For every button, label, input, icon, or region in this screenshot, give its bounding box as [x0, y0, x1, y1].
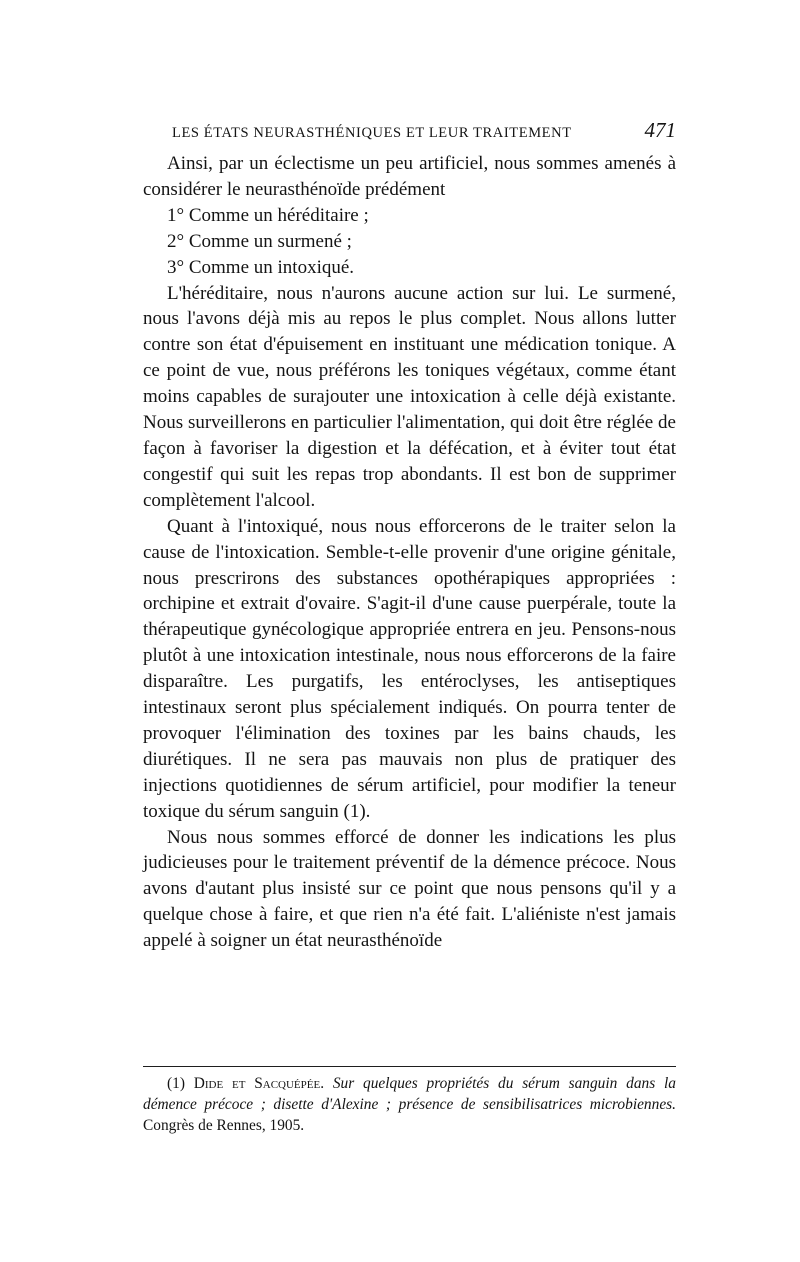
footnote-authors: Dide et Sacquépée.	[193, 1075, 325, 1092]
page-number: 471	[644, 118, 676, 142]
footnote	[143, 1073, 676, 1136]
paragraph-conclusion: Nous nous sommes efforcé de donner les indications les plus judicieuses pour le traitement préventif de la démence précoce. Nous avons d'autant plus insisté sur ce point que nous pensons qu'il y a quelque chose à faire, et que rien n'a été fait. L'aliéniste n'est jamais appelé à soigner un état neurasthénoïde	[143, 826, 676, 952]
paragraph-intro: Ainsi, par un éclectisme un peu artificiel, nous sommes amenés à considérer le neurasthénoïde prédément	[143, 153, 676, 200]
footnote-title: Sur quelques propriétés du sérum sanguin dans la démence précoce ; disette d'Alexine ; présence de sensibilisatrices microbiennes.	[143, 1075, 676, 1113]
list-item-overworked: 2° Comme un surmené ;	[167, 230, 352, 252]
running-header	[172, 118, 676, 143]
body-text	[143, 151, 676, 954]
paragraph-hereditary-treatment: L'héréditaire, nous n'aurons aucune action sur lui. Le surmené, nous l'avons déjà mis au repos le plus complet. Nous allons lutter contre son état d'épuisement en instituant une médication tonique. A ce point de vue, nous préférons les toniques végétaux, comme étant moins capables de surajouter une intoxication à celle déjà existante. Nous surveillerons en particulier l'alimentation, qui doit être réglée de façon à favoriser la digestion et la défécation, et à éviter tout état congestif qui suit les repas trop abondants. Il est bon de supprimer complètement l'alcool.	[143, 282, 676, 511]
footnote-marker: (1)	[167, 1075, 185, 1092]
footnote-source: Congrès de Rennes, 1905.	[143, 1117, 305, 1134]
list-item-hereditary: 1° Comme un héréditaire ;	[167, 204, 369, 226]
list-item-intoxicated: 3° Comme un intoxiqué.	[167, 256, 355, 278]
footnote-divider	[143, 1066, 676, 1067]
running-title: LES ÉTATS NEURASTHÉNIQUES ET LEUR TRAITEMENT	[172, 125, 572, 141]
paragraph-intoxication-treatment: Quant à l'intoxiqué, nous nous efforcerons de le traiter selon la cause de l'intoxication. Semble-t-elle provenir d'une origine génitale, nous prescrirons des substances opothérapiques appropriées : orchipine et extrait d'ovaire. S'agit-il d'une cause puerpérale, toute la thérapeutique gynécologique appropriée entrera en jeu. Pensons-nous plutôt à une intoxication intestinale, nous nous efforcerons de la faire disparaître. Les purgatifs, les entéroclyses, les antiseptiques intestinaux seront plus spécialement indiqués. On pourra tenter de provoquer l'élimination des toxines par les bains chauds, les diurétiques. Il ne sera pas mauvais non plus de pratiquer des injections quotidiennes de sérum artificiel, pour modifier la teneur toxique du sérum sanguin (1).	[143, 515, 676, 822]
